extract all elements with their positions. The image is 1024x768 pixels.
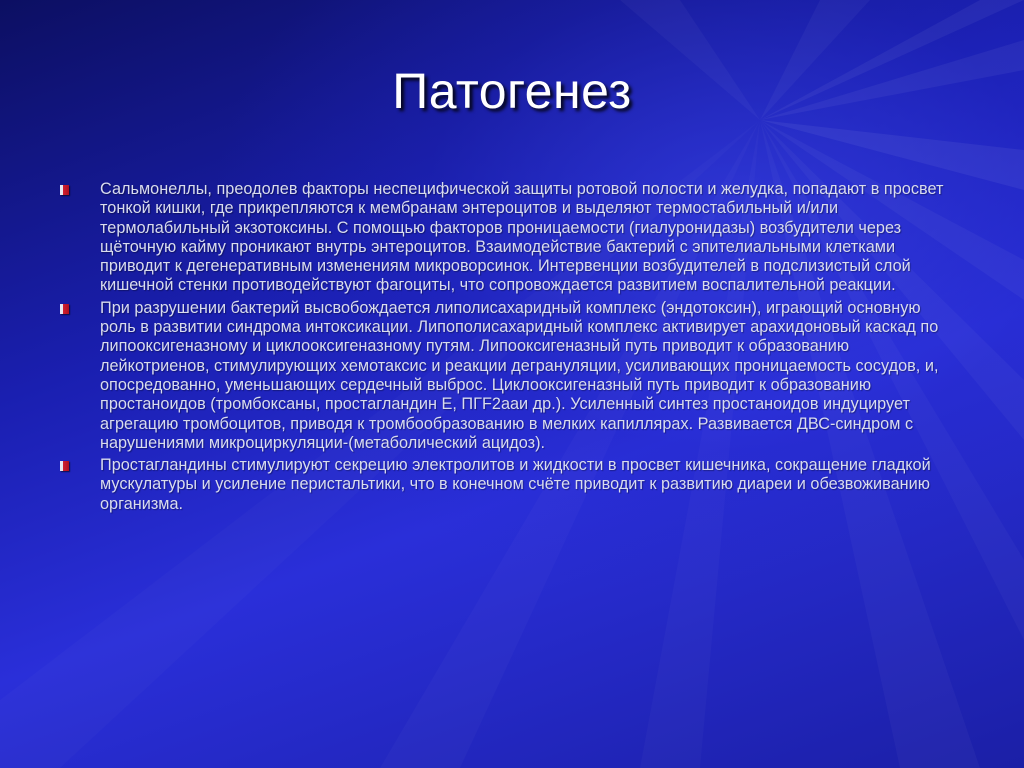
bullet-item	[58, 456, 958, 514]
square-bullet-icon	[60, 304, 69, 314]
bullet-text: Простагландины стимулируют секрецию электролитов и жидкости в просвет кишечника, сокращение гладкой мускулатуры и усиление перистальтики, что в конечном счёте приводит к развитию диареи и обезвоживанию организма.	[100, 456, 931, 513]
bullet-text: При разрушении бактерий высвобождается липолисахаридный комплекс (эндотоксин), играющий основную роль в развитии синдрома интоксикации. Липополисахаридный комплекс активирует арахидоновый каскад по липооксигеназному и циклооксигеназному путям. Липооксигеназный путь приводит к образованию лейкотриенов, стимулирующих хемотаксис и реакции дегрануляции, усиливающих проницаемость сосудов, и, опосредованно, уменьшающих сердечный выброс. Циклооксигеназный путь приводит к образованию простаноидов (тромбоксаны, простагландин Е, ПГF2aаи др.). Усиленный синтез простаноидов индуцирует агрегацию тромбоцитов, приводя к тромбообразованию в мелких капиллярах. Развивается ДВС-синдром с нарушениями микроциркуляции-(метаболический ацидоз).	[100, 298, 939, 452]
slide-title: Патогенез	[392, 63, 632, 119]
bullet-text: Сальмонеллы, преодолев факторы неспецифической защиты ротовой полости и желудка, попадают в просвет тонкой кишки, где прикрепляются к мембранам энтероцитов и выделяют термостабильный и/или термолабильный экзотоксины. С помощью факторов проницаемости (гиалуронидазы) возбудители через щёточную кайму проникают внутрь энтероцитов. Взаимодействие бактерий с эпителиальными клетками приводит к дегенеративным изменениям микроворсинок. Интервенции возбудителей в подслизистый слой кишечной стенки противодействуют фагоциты, что сопровождается развитием воспалительной реакции.	[100, 180, 944, 295]
bullet-list	[58, 180, 958, 517]
bullet-item	[58, 299, 958, 453]
square-bullet-icon	[60, 461, 69, 471]
bullet-item	[58, 180, 958, 296]
square-bullet-icon	[60, 185, 69, 195]
